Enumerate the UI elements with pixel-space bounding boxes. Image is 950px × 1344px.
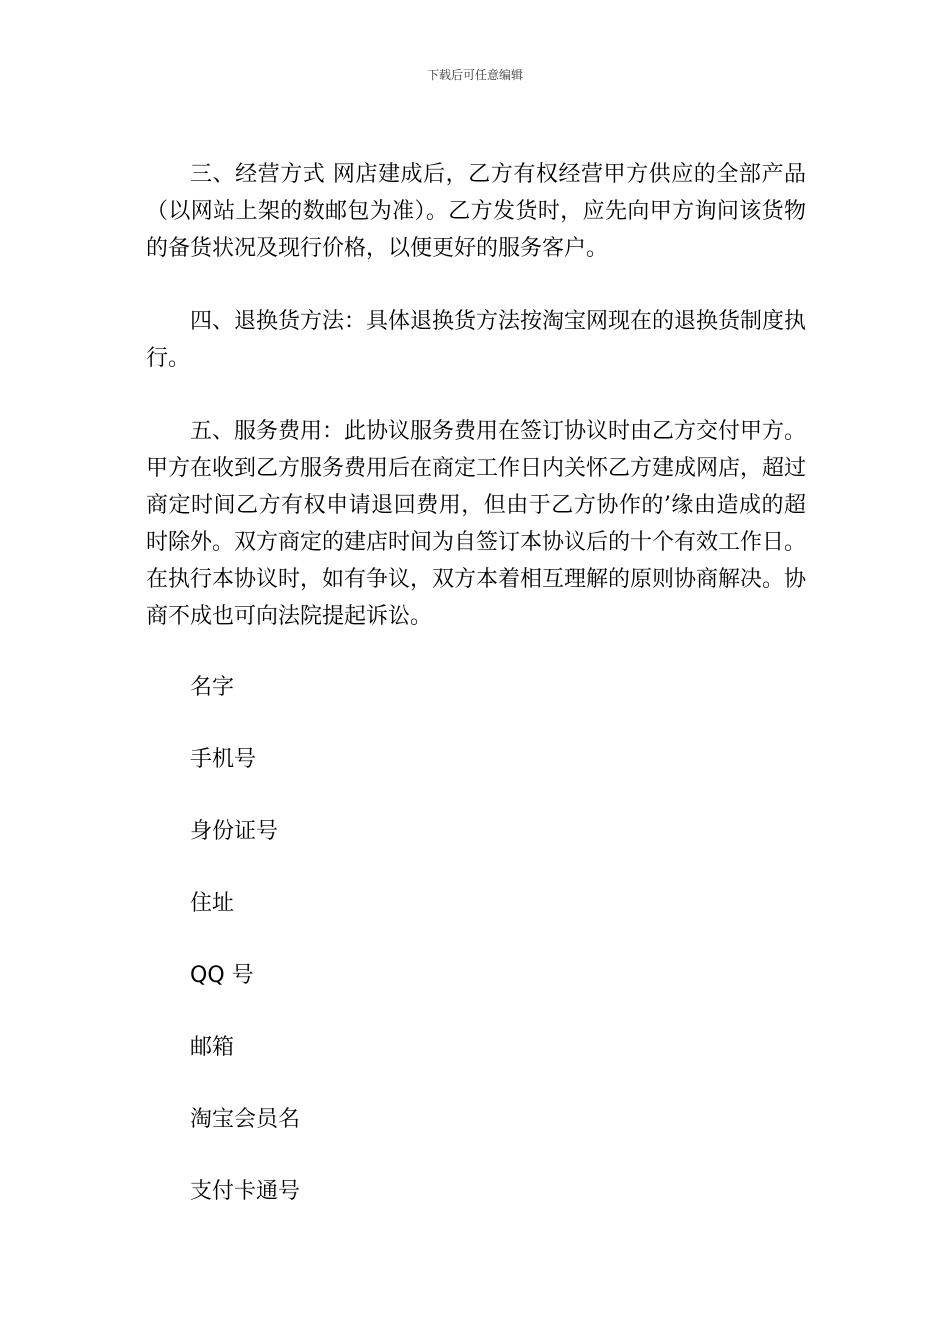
page-header: 下载后可任意编辑: [426, 68, 523, 82]
field-label-payment-card: 支付卡通号: [190, 1179, 301, 1204]
field-label-taobao-member: 淘宝会员名: [190, 1107, 301, 1132]
paragraph-return-policy: 四、退换货方法：具体退换货方法按淘宝网现在的退换货制度执行。: [146, 309, 807, 371]
document-body: [146, 156, 806, 635]
info-field-list: [190, 670, 300, 1246]
field-label-email: 邮箱: [190, 1035, 235, 1060]
field-label-address: 住址: [190, 891, 235, 916]
paragraph-service-fee: 五、服务费用：此协议服务费用在签订协议时由乙方交付甲方。甲方在收到乙方服务费用后在商定工作日内关怀乙方建成网店，超过商定时间乙方有权申请退回费用，但由于乙方协作的’缘由造成的超时除外。双方商定的建店时间为自签订本协议后的十个有效工作日。在执行本协议时，如有争议，双方本着相互理解的原则协商解决。协商不成也可向法院提起诉讼。: [146, 419, 807, 629]
field-label-id-number: 身份证号: [190, 819, 279, 844]
field-label-phone: 手机号: [190, 747, 257, 772]
field-label-name: 名字: [190, 675, 235, 700]
field-label-qq: QQ 号: [190, 963, 254, 988]
paragraph-business-mode: 三、经营方式 网店建成后，乙方有权经营甲方供应的全部产品（以网站上架的数邮包为准）。乙方发货时，应先向甲方询问该货物的备货状况及现行价格，以便更好的服务客户。: [146, 162, 806, 261]
